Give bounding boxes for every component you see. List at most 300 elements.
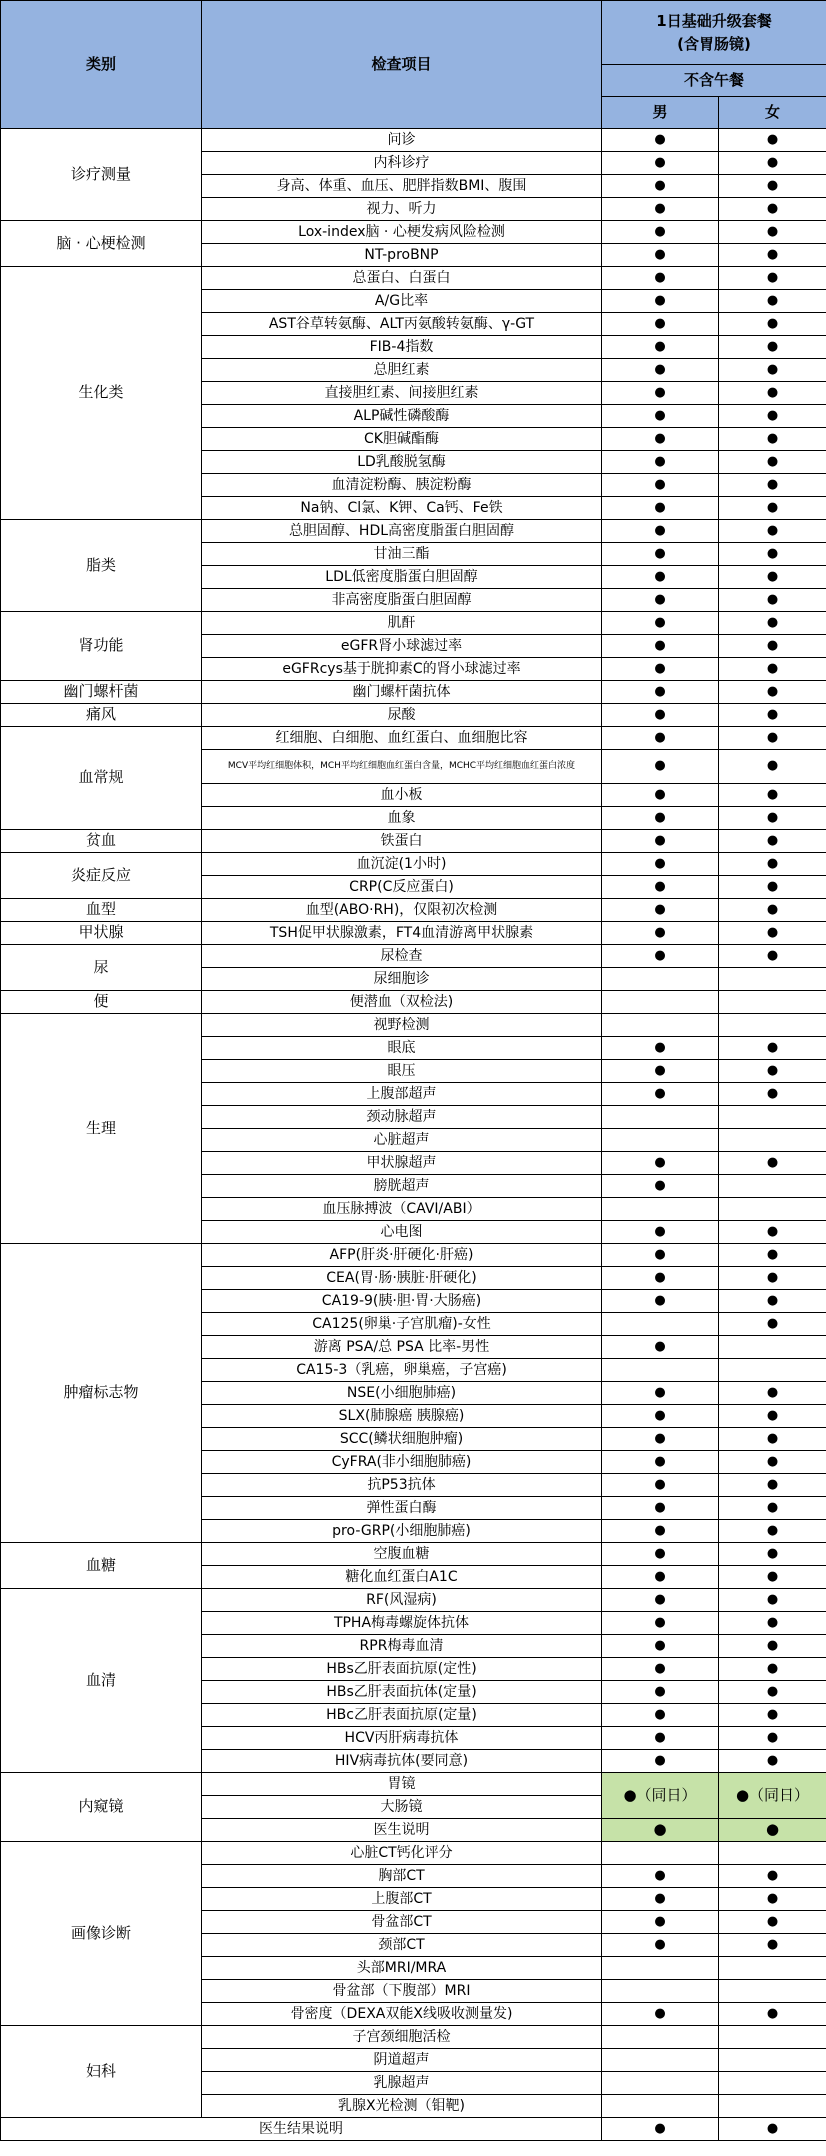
female-mark: ● [719, 1313, 826, 1336]
item-cell: 膀胱超声 [202, 1175, 602, 1198]
table-row [1, 612, 826, 635]
header-category: 类别 [1, 1, 202, 129]
female-mark: ● [719, 1474, 826, 1497]
item-cell: 弹性蛋白酶 [202, 1497, 602, 1520]
item-cell: ALP碱性磷酸酶 [202, 405, 602, 428]
item-cell: eGFR肾小球滤过率 [202, 635, 602, 658]
male-mark [602, 1359, 719, 1382]
male-mark: ● [602, 589, 719, 612]
female-mark: ● [719, 1589, 826, 1612]
female-mark [719, 1014, 826, 1037]
male-mark: ● [602, 1152, 719, 1175]
female-mark: ● [719, 704, 826, 727]
male-mark: ● [602, 635, 719, 658]
item-cell: CEA(胃·肠·胰脏·肝硬化) [202, 1267, 602, 1290]
male-mark: ● [602, 175, 719, 198]
female-mark: ● [719, 129, 826, 152]
item-cell: CA125(卵巢·子宫肌瘤)-女性 [202, 1313, 602, 1336]
male-mark: ● [602, 1612, 719, 1635]
female-mark: ● [719, 853, 826, 876]
female-mark: ● [719, 1152, 826, 1175]
item-cell: SLX(肺腺癌 胰腺癌) [202, 1405, 602, 1428]
male-mark: ● [602, 267, 719, 290]
female-mark: ● [719, 1267, 826, 1290]
item-cell: NT-proBNP [202, 244, 602, 267]
item-cell: LDL低密度脂蛋白胆固醇 [202, 566, 602, 589]
female-mark: ● [719, 359, 826, 382]
item-cell: Lox-index脑 · 心梗发病风险检测 [202, 221, 602, 244]
female-mark: ● [719, 727, 826, 750]
male-mark: ● [602, 1428, 719, 1451]
male-mark: ● [602, 750, 719, 784]
male-mark: ● [602, 704, 719, 727]
female-mark: ● [719, 1083, 826, 1106]
female-mark: ● [719, 1635, 826, 1658]
male-mark: ● [602, 1681, 719, 1704]
package-subtitle: (含胃肠镜) [677, 34, 751, 53]
female-mark: ● [719, 1727, 826, 1750]
category-cell: 尿 [1, 945, 202, 991]
item-cell: SCC(鳞状细胞肿瘤) [202, 1428, 602, 1451]
female-mark: ● [719, 1566, 826, 1589]
footer-item: 医生结果说明 [1, 2118, 602, 2141]
male-mark: ● [602, 1221, 719, 1244]
item-cell: 胸部CT [202, 1865, 602, 1888]
item-cell: 甘油三酯 [202, 543, 602, 566]
category-cell: 脑 · 心梗检测 [1, 221, 202, 267]
male-mark [602, 2026, 719, 2049]
table-row [1, 1842, 826, 1865]
item-cell: 问诊 [202, 129, 602, 152]
item-cell: 乳腺X光检测（钼靶) [202, 2095, 602, 2118]
item-cell: 总胆固醇、HDL高密度脂蛋白胆固醇 [202, 520, 602, 543]
item-cell: RF(风湿病) [202, 1589, 602, 1612]
female-mark: ● [719, 1520, 826, 1543]
item-cell: 甲状腺超声 [202, 1152, 602, 1175]
item-cell: 骨密度（DEXA双能X线吸收测量发) [202, 2003, 602, 2026]
category-cell: 血常规 [1, 727, 202, 830]
female-mark: ● [719, 382, 826, 405]
male-mark [602, 1980, 719, 2003]
item-cell: HCV丙肝病毒抗体 [202, 1727, 602, 1750]
female-mark: ● [719, 1382, 826, 1405]
female-mark [719, 1175, 826, 1198]
female-mark: ● [719, 198, 826, 221]
item-cell: 眼底 [202, 1037, 602, 1060]
female-mark [719, 1129, 826, 1152]
female-mark: ● [719, 899, 826, 922]
male-mark: ● [602, 612, 719, 635]
header-female: 女 [719, 97, 826, 129]
item-cell: 头部MRI/MRA [202, 1957, 602, 1980]
male-mark [602, 1129, 719, 1152]
male-mark: ● [602, 807, 719, 830]
male-mark: ● [602, 543, 719, 566]
male-mark: ● [602, 1865, 719, 1888]
table-row [1, 681, 826, 704]
female-mark: ● [719, 313, 826, 336]
item-cell: 非高密度脂蛋白胆固醇 [202, 589, 602, 612]
female-mark [719, 2072, 826, 2095]
male-mark: ● [602, 1589, 719, 1612]
item-cell: 糖化血红蛋白A1C [202, 1566, 602, 1589]
item-cell: 阴道超声 [202, 2049, 602, 2072]
male-mark: ● [602, 945, 719, 968]
header-male: 男 [602, 97, 719, 129]
table-row [1, 922, 826, 945]
male-mark [602, 2049, 719, 2072]
table-row [1, 1543, 826, 1566]
item-cell: 骨盆部（下腹部）MRI [202, 1980, 602, 2003]
female-mark: ● [719, 175, 826, 198]
male-mark: ● [602, 1060, 719, 1083]
category-cell: 脂类 [1, 520, 202, 612]
female-mark [719, 1198, 826, 1221]
item-cell: 总蛋白、白蛋白 [202, 267, 602, 290]
female-mark: ● [719, 267, 826, 290]
package-title: 1日基础升级套餐 [656, 12, 772, 30]
female-mark: ● [719, 945, 826, 968]
female-mark: ● [719, 922, 826, 945]
category-cell: 贫血 [1, 830, 202, 853]
female-mark: ● [719, 1911, 826, 1934]
item-cell: HIV病毒抗体(要同意) [202, 1750, 602, 1773]
table-row [1, 1589, 826, 1612]
female-mark: ● [719, 474, 826, 497]
male-mark: ● [602, 1635, 719, 1658]
male-mark: ● [602, 1658, 719, 1681]
item-cell: 尿检查 [202, 945, 602, 968]
male-mark: ● [602, 336, 719, 359]
item-gastroscopy: 胃镜 [202, 1773, 602, 1796]
male-mark: ● [602, 1336, 719, 1359]
item-cell: 乳腺超声 [202, 2072, 602, 2095]
male-mark: ● [602, 727, 719, 750]
female-mark: ● [719, 1244, 826, 1267]
table-row [1, 1244, 826, 1267]
category-cell: 生化类 [1, 267, 202, 520]
item-cell: 眼压 [202, 1060, 602, 1083]
female-mark [719, 1336, 826, 1359]
male-mark: ● [602, 1474, 719, 1497]
female-mark: ● [719, 1681, 826, 1704]
female-mark: ● [719, 589, 826, 612]
item-cell: LD乳酸脱氢酶 [202, 451, 602, 474]
male-mark: ● [602, 1543, 719, 1566]
male-mark: ● [602, 2003, 719, 2026]
female-mark: ● [719, 405, 826, 428]
item-cell: HBs乙肝表面抗原(定性) [202, 1658, 602, 1681]
female-mark: ● [719, 290, 826, 313]
category-cell: 内窥镜 [1, 1773, 202, 1842]
item-cell: 视力、听力 [202, 198, 602, 221]
item-cell: 上腹部超声 [202, 1083, 602, 1106]
category-cell: 诊疗测量 [1, 129, 202, 221]
item-cell: 直接胆红素、间接胆红素 [202, 382, 602, 405]
item-cell: CA15-3（乳癌，卵巢癌，子宫癌) [202, 1359, 602, 1382]
table-body-main [1, 129, 826, 1773]
male-mark: ● [602, 1566, 719, 1589]
item-cell: 视野检测 [202, 1014, 602, 1037]
item-cell: A/G比率 [202, 290, 602, 313]
male-mark: ● [602, 1083, 719, 1106]
female-mark [719, 2049, 826, 2072]
female-mark: ● [719, 1497, 826, 1520]
male-mark [602, 1842, 719, 1865]
male-mark: ● [602, 1451, 719, 1474]
male-mark: ● [602, 474, 719, 497]
female-mark [719, 1957, 826, 1980]
item-cell: 心脏超声 [202, 1129, 602, 1152]
table-row [1, 1014, 826, 1037]
female-mark [719, 1842, 826, 1865]
male-mark [602, 1313, 719, 1336]
category-cell: 妇科 [1, 2026, 202, 2118]
female-mark: ● [719, 1451, 826, 1474]
male-mark: ● [602, 1175, 719, 1198]
female-mark: ● [719, 244, 826, 267]
female-mark: ● [719, 1658, 826, 1681]
female-mark: ● [719, 1037, 826, 1060]
male-mark: ● [602, 922, 719, 945]
female-mark: ● [719, 807, 826, 830]
item-cell: 内科诊疗 [202, 152, 602, 175]
male-mark: ● [602, 1405, 719, 1428]
male-mark: ● [602, 405, 719, 428]
item-cell: 心脏CT钙化评分 [202, 1842, 602, 1865]
female-mark: ● [719, 1221, 826, 1244]
female-mark: ● [719, 830, 826, 853]
item-cell: 血象 [202, 807, 602, 830]
item-cell: RPR梅毒血清 [202, 1635, 602, 1658]
female-mark: ● [719, 1704, 826, 1727]
item-cell: 颈部CT [202, 1934, 602, 1957]
female-mark: ● [719, 221, 826, 244]
male-mark: ● [602, 899, 719, 922]
female-mark: ● [719, 451, 826, 474]
table-row [1, 945, 826, 968]
category-cell: 血糖 [1, 1543, 202, 1589]
item-cell: 子宫颈细胞活检 [202, 2026, 602, 2049]
item-cell: FIB-4指数 [202, 336, 602, 359]
male-same-day: ●（同日） [602, 1773, 719, 1819]
male-mark: ● [602, 359, 719, 382]
item-cell: 上腹部CT [202, 1888, 602, 1911]
item-cell: 抗P53抗体 [202, 1474, 602, 1497]
item-cell: 血型(ABO·RH)，仅限初次检测 [202, 899, 602, 922]
footer-male-mark: ● [602, 2118, 719, 2141]
item-cell: 尿细胞诊 [202, 968, 602, 991]
male-mark: ● [602, 520, 719, 543]
item-cell: Na钠、Cl氯、K钾、Ca钙、Fe铁 [202, 497, 602, 520]
table-row [1, 991, 826, 1014]
table-row [1, 2026, 826, 2049]
male-mark: ● [602, 497, 719, 520]
male-mark: ● [602, 1704, 719, 1727]
table-row [1, 221, 826, 244]
table-row [1, 520, 826, 543]
category-cell: 幽门螺杆菌 [1, 681, 202, 704]
item-cell: NSE(小细胞肺癌) [202, 1382, 602, 1405]
female-mark: ● [719, 658, 826, 681]
female-mark [719, 991, 826, 1014]
male-mark: ● [602, 382, 719, 405]
category-cell: 肿瘤标志物 [1, 1244, 202, 1543]
item-cell: 血小板 [202, 784, 602, 807]
female-mark: ● [719, 1934, 826, 1957]
female-mark: ● [719, 1543, 826, 1566]
female-mark [719, 2095, 826, 2118]
category-cell: 血清 [1, 1589, 202, 1773]
female-mark: ● [719, 336, 826, 359]
female-mark: ● [719, 543, 826, 566]
male-mark: ● [602, 290, 719, 313]
item-cell: 游离 PSA/总 PSA 比率-男性 [202, 1336, 602, 1359]
male-mark: ● [602, 1727, 719, 1750]
item-cell: TSH促甲状腺激素，FT4血清游离甲状腺素 [202, 922, 602, 945]
category-cell: 便 [1, 991, 202, 1014]
item-cell: 总胆红素 [202, 359, 602, 382]
category-cell: 生理 [1, 1014, 202, 1244]
female-mark [719, 2026, 826, 2049]
item-cell: 铁蛋白 [202, 830, 602, 853]
item-cell: CRP(C反应蛋白) [202, 876, 602, 899]
item-cell: 身高、体重、血压、肥胖指数BMI、腹围 [202, 175, 602, 198]
male-mark: ● [602, 784, 719, 807]
female-mark: ● [719, 1819, 826, 1842]
male-mark: ● [602, 198, 719, 221]
male-mark: ● [602, 244, 719, 267]
table-row [1, 704, 826, 727]
female-mark: ● [719, 428, 826, 451]
item-cell: eGFRcys基于胱抑素C的肾小球滤过率 [202, 658, 602, 681]
female-mark: ● [719, 784, 826, 807]
female-mark: ● [719, 1428, 826, 1451]
item-cell: 颈动脉超声 [202, 1106, 602, 1129]
item-cell: 骨盆部CT [202, 1911, 602, 1934]
female-mark: ● [719, 1060, 826, 1083]
header-item: 检查项目 [202, 1, 602, 129]
male-mark: ● [602, 1037, 719, 1060]
endoscopy-section [1, 1773, 826, 1842]
male-mark: ● [602, 1911, 719, 1934]
female-mark: ● [719, 1405, 826, 1428]
table-row [1, 129, 826, 152]
item-cell: 便潜血（双检法) [202, 991, 602, 1014]
male-mark: ● [602, 853, 719, 876]
female-mark [719, 1980, 826, 2003]
male-mark [602, 1014, 719, 1037]
female-mark: ● [719, 152, 826, 175]
male-mark [602, 2095, 719, 2118]
item-cell: 尿酸 [202, 704, 602, 727]
item-cell: CyFRA(非小细胞肺癌) [202, 1451, 602, 1474]
male-mark [602, 991, 719, 1014]
male-mark: ● [602, 1750, 719, 1773]
category-cell: 甲状腺 [1, 922, 202, 945]
male-mark: ● [602, 830, 719, 853]
item-cell: TPHA梅毒螺旋体抗体 [202, 1612, 602, 1635]
item-cell: HBs乙肝表面抗体(定量) [202, 1681, 602, 1704]
male-mark: ● [602, 428, 719, 451]
item-cell: 血沉淀(1小时) [202, 853, 602, 876]
male-mark: ● [602, 1267, 719, 1290]
item-cell: AST谷草转氨酶、ALT丙氨酸转氨酶、γ-GT [202, 313, 602, 336]
table-row [1, 853, 826, 876]
male-mark: ● [602, 129, 719, 152]
male-mark: ● [602, 451, 719, 474]
female-mark: ● [719, 2003, 826, 2026]
female-mark: ● [719, 1290, 826, 1313]
male-mark: ● [602, 681, 719, 704]
male-mark: ● [602, 876, 719, 899]
male-mark [602, 1106, 719, 1129]
table-row [1, 830, 826, 853]
male-mark: ● [602, 658, 719, 681]
item-cell: 空腹血糖 [202, 1543, 602, 1566]
male-mark [602, 1198, 719, 1221]
male-mark: ● [602, 1244, 719, 1267]
female-same-day: ●（同日） [719, 1773, 826, 1819]
male-mark: ● [602, 1290, 719, 1313]
category-cell: 痛风 [1, 704, 202, 727]
female-mark: ● [719, 566, 826, 589]
female-mark [719, 968, 826, 991]
female-mark: ● [719, 750, 826, 784]
male-mark: ● [602, 221, 719, 244]
item-cell: pro-GRP(小细胞肺癌) [202, 1520, 602, 1543]
table-row [1, 727, 826, 750]
item-cell: CA19-9(胰·胆·胃·大肠癌) [202, 1290, 602, 1313]
female-mark: ● [719, 520, 826, 543]
female-mark: ● [719, 612, 826, 635]
female-mark: ● [719, 876, 826, 899]
category-cell: 血型 [1, 899, 202, 922]
female-mark: ● [719, 1888, 826, 1911]
female-mark [719, 1106, 826, 1129]
item-cell: CK胆碱酯酶 [202, 428, 602, 451]
female-mark: ● [719, 681, 826, 704]
item-cell: AFP(肝炎·肝硬化·肝癌) [202, 1244, 602, 1267]
table-row [1, 899, 826, 922]
male-mark [602, 1957, 719, 1980]
male-mark: ● [602, 1819, 719, 1842]
male-mark: ● [602, 1382, 719, 1405]
male-mark: ● [602, 1934, 719, 1957]
item-cell: 血压脉搏波（CAVI/ABI） [202, 1198, 602, 1221]
item-cell: 血清淀粉酶、胰淀粉酶 [202, 474, 602, 497]
female-mark [719, 1359, 826, 1382]
category-cell: 炎症反应 [1, 853, 202, 899]
table-row [1, 267, 826, 290]
male-mark: ● [602, 566, 719, 589]
female-mark: ● [719, 1750, 826, 1773]
item-cell: 心电图 [202, 1221, 602, 1244]
item-colonoscopy: 大肠镜 [202, 1796, 602, 1819]
header-package [602, 1, 826, 65]
female-mark: ● [719, 1865, 826, 1888]
item-cell: HBc乙肝表面抗原(定量) [202, 1704, 602, 1727]
category-cell: 肾功能 [1, 612, 202, 681]
header-no-lunch: 不含午餐 [602, 65, 826, 97]
male-mark: ● [602, 1497, 719, 1520]
female-mark: ● [719, 635, 826, 658]
female-mark: ● [719, 1612, 826, 1635]
male-mark: ● [602, 313, 719, 336]
item-doctor-explanation: 医生说明 [202, 1819, 602, 1842]
item-cell: MCV平均红细胞体积，MCH平均红细胞血红蛋白含量，MCHC平均红细胞血红蛋白浓度 [202, 750, 602, 784]
item-cell: 肌酐 [202, 612, 602, 635]
